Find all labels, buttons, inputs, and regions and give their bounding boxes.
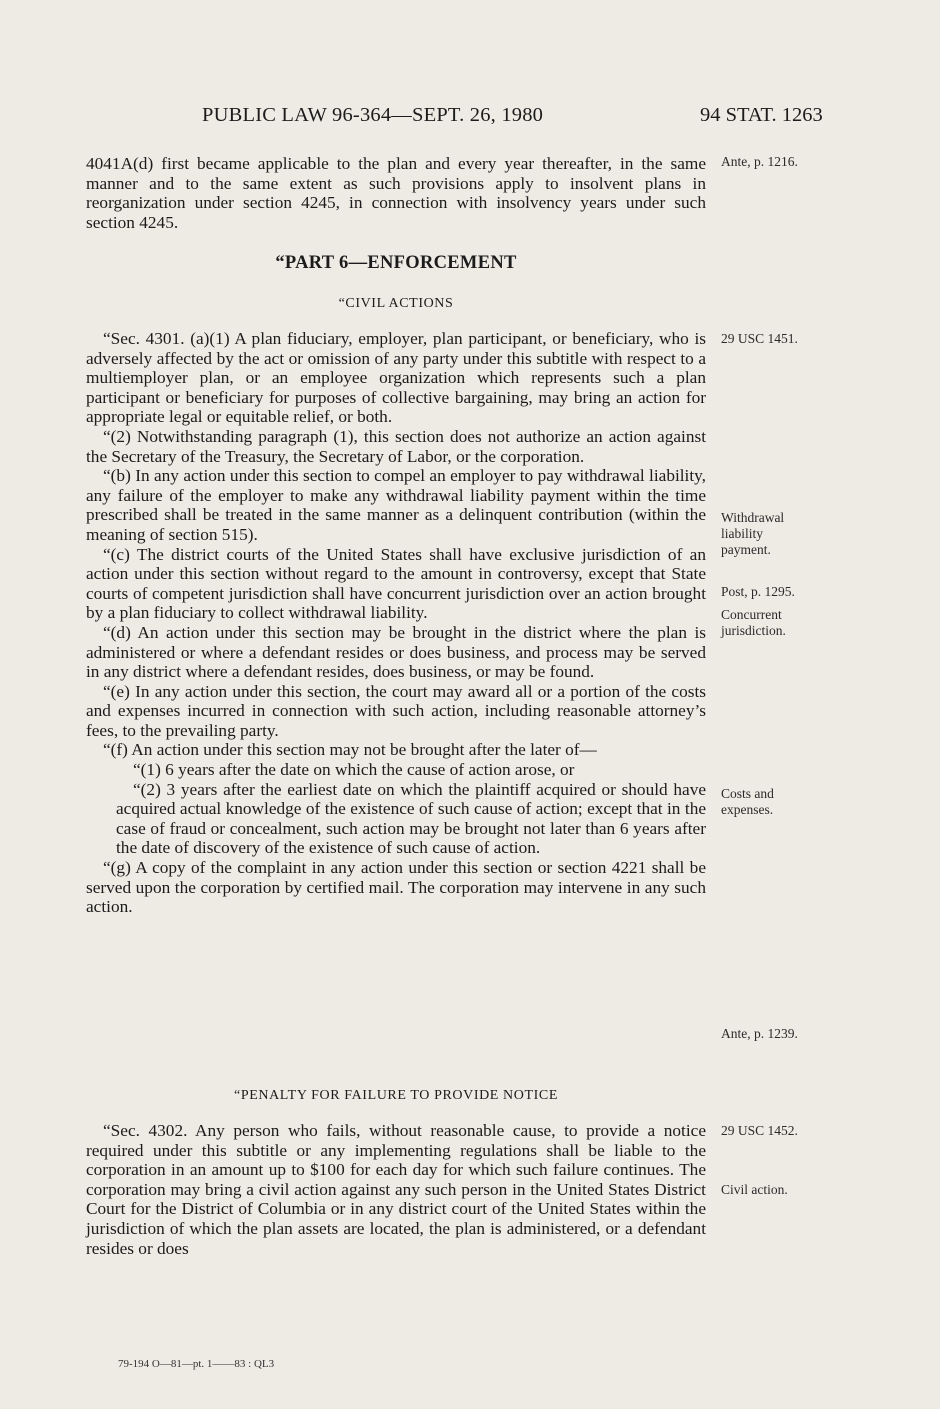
- penalty-heading: “PENALTY FOR FAILURE TO PROVIDE NOTICE: [234, 1088, 558, 1103]
- margin-note-ante-1239: Ante, p. 1239.: [721, 1026, 798, 1041]
- margin-note-withdrawal-liability: Withdrawal liability payment.: [721, 510, 785, 557]
- sec4302-text: “Sec. 4302. Any person who fails, without reasonable cause, to provide a notice required under this subtitle or any implementing regulations shall be liable to the corporation in an amount up to $100 for each day for which such failure continues. The corporation may bring a civil action against any such person in the United States District Court for the District of Columbia or in any district court of the United States within the jurisdiction of which the plan assets are located, the plan is administered, or a defendant resides or does: [86, 1121, 706, 1258]
- margin-note-concurrent-jurisdiction: Concurrent jurisdiction.: [721, 607, 786, 638]
- opening-paragraph: [86, 154, 706, 232]
- section-4301: [86, 329, 706, 917]
- civil-actions-heading: “CIVIL ACTIONS: [338, 296, 454, 311]
- margin-note-civil-action: Civil action.: [721, 1182, 788, 1197]
- sec4301-a1: “Sec. 4301. (a)(1) A plan fiduciary, employer, plan participant, or beneficiary, who is adversely affected by the act or omission of any party under this subtitle with respect to a multiemployer plan, or an employee organization which represents such a plan participant or beneficiary for purposes of collective bargaining, may bring an action for appropriate legal or equitable relief, or both.: [86, 329, 706, 427]
- sec4301-c: “(c) The district courts of the United States shall have exclusive jurisdiction of an action under this section without regard to the amount in controversy, except that State courts of competent jurisdiction shall have concurrent jurisdiction over an action brought by a plan fiduciary to collect withdrawal liability.: [86, 544, 706, 623]
- sec4301-a2: “(2) Notwithstanding paragraph (1), this section does not authorize an action against the Secretary of the Treasury, the Secretary of Labor, or the corporation.: [86, 426, 706, 466]
- sec4301-e: “(e) In any action under this section, the court may award all or a portion of the costs and expenses incurred in connection with such action, including reasonable attorney’s fees, to the prevailing party.: [86, 681, 706, 740]
- sec4301-f: “(f) An action under this section may not be brought after the later of—: [103, 740, 597, 760]
- part-heading: “PART 6—ENFORCEMENT: [275, 253, 517, 273]
- page-number: 94 STAT. 1263: [700, 104, 823, 126]
- print-footer: 79-194 O—81—pt. 1——83 : QL3: [118, 1358, 275, 1370]
- margin-note-29-usc-1452: 29 USC 1452.: [721, 1123, 798, 1138]
- margin-note-costs-expenses: Costs and expenses.: [721, 786, 774, 817]
- running-head: PUBLIC LAW 96-364—SEPT. 26, 1980: [202, 104, 544, 126]
- sec4301-d: “(d) An action under this section may be brought in the district where the plan is administered or where a defendant resides or does business, and process may be served in any district where a defendant resides, does business, or may be found.: [86, 622, 706, 682]
- sec4301-g: “(g) A copy of the complaint in any action under this section or section 4221 shall be served upon the corporation by certified mail. The corporation may intervene in any such action.: [86, 858, 706, 917]
- sec4301-f2: “(2) 3 years after the earliest date on which the plaintiff acquired or should have acquired actual knowledge of the existence of such cause of action; except that in the case of fraud or concealment, such action may be brought not later than 6 years after the date of discovery of the existence of such cause of action.: [116, 779, 706, 858]
- margin-note-post-1295: Post, p. 1295.: [721, 584, 795, 599]
- margin-note-ante-1216: Ante, p. 1216.: [721, 154, 798, 169]
- section-4302: [86, 1121, 706, 1258]
- sec4301-b: “(b) In any action under this section to compel an employer to pay withdrawal liability, any failure of the employer to make any withdrawal liability payment within the time prescribed shall be treated in the same manner as a delinquent contribution (within the meaning of section 515).: [86, 466, 706, 544]
- sec4301-f1: “(1) 6 years after the date on which the cause of action arose, or: [133, 760, 575, 780]
- opening-text: 4041A(d) first became applicable to the plan and every year thereafter, in the same manner and to the same extent as such provisions apply to insolvent plans in reorganization under section 4245, in connection with insolvency years under such section 4245.: [86, 154, 706, 232]
- margin-note-29-usc-1451: 29 USC 1451.: [721, 331, 798, 346]
